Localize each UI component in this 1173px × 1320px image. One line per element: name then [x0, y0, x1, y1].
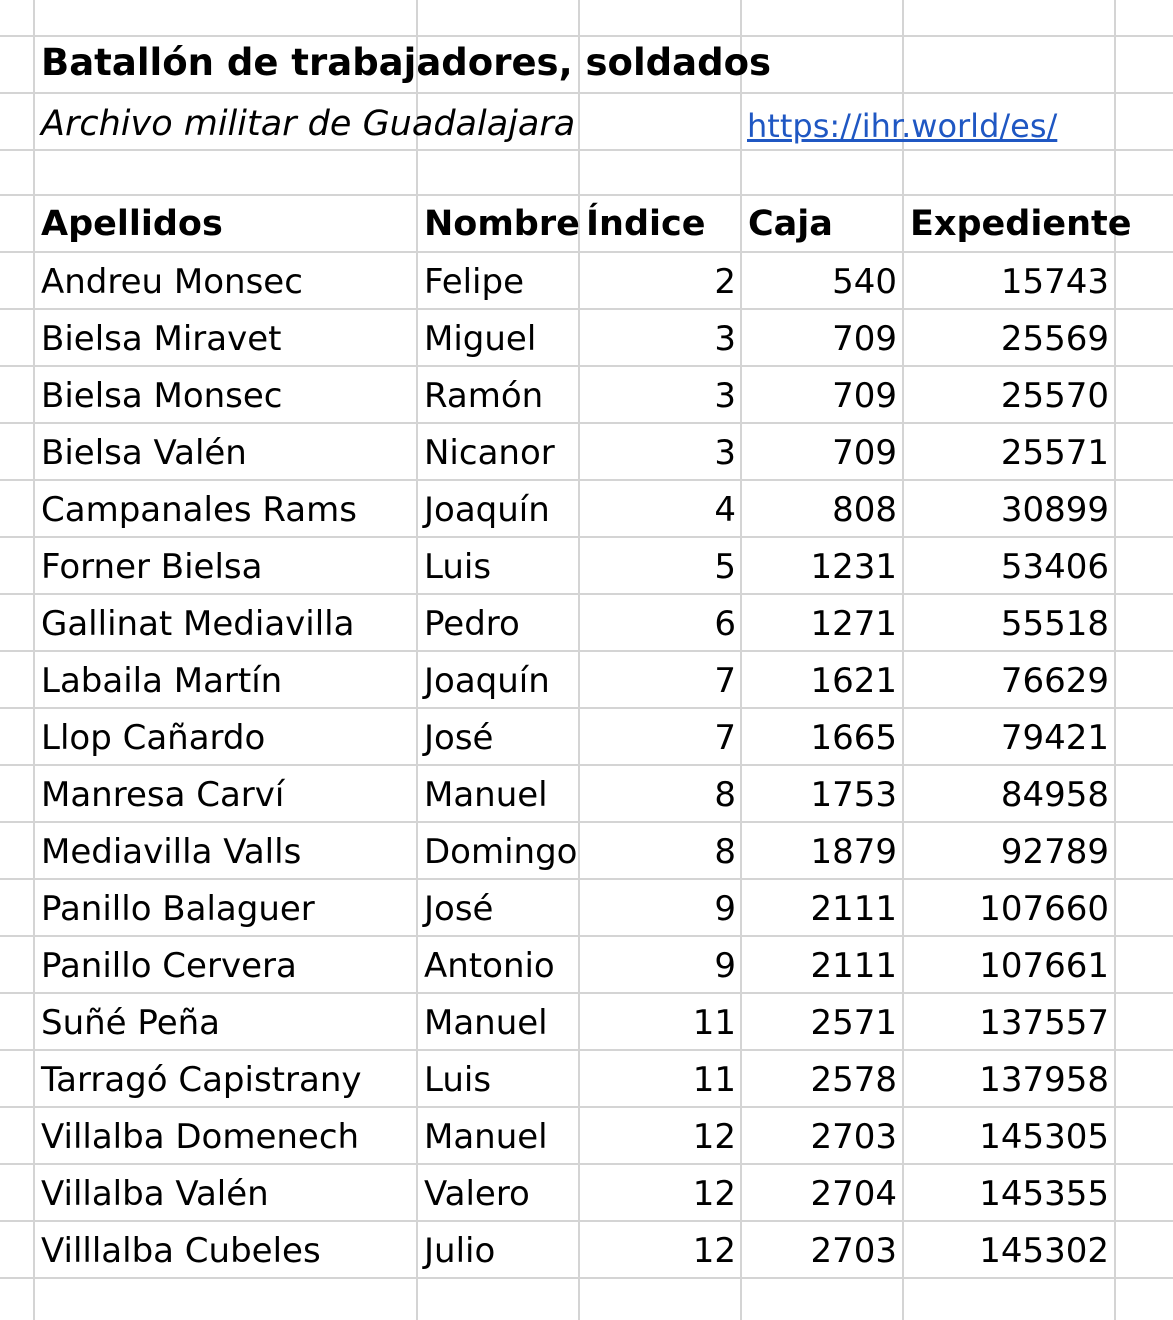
cell-nombre[interactable]: Ramón: [424, 376, 544, 416]
cell-indice[interactable]: 3: [714, 433, 736, 473]
cell-apellidos[interactable]: Villalba Domenech: [41, 1117, 360, 1157]
grid-row-line: [0, 479, 1173, 481]
cell-expediente[interactable]: 30899: [1000, 490, 1109, 530]
cell-indice[interactable]: 2: [714, 262, 736, 302]
cell-expediente[interactable]: 92789: [1000, 832, 1109, 872]
cell-apellidos[interactable]: Panillo Cervera: [41, 946, 297, 986]
sheet-title[interactable]: Batallón de trabajadores, soldados: [41, 41, 772, 84]
cell-indice[interactable]: 7: [714, 661, 736, 701]
grid-column-line: [740, 0, 742, 1320]
cell-nombre[interactable]: Luis: [424, 1060, 492, 1100]
cell-expediente[interactable]: 145305: [979, 1117, 1109, 1157]
cell-expediente[interactable]: 53406: [1000, 547, 1109, 587]
cell-indice[interactable]: 6: [714, 604, 736, 644]
cell-indice[interactable]: 12: [692, 1117, 736, 1157]
cell-expediente[interactable]: 25569: [1000, 319, 1109, 359]
column-header-indice[interactable]: Índice: [586, 204, 706, 244]
cell-apellidos[interactable]: Villalba Valén: [41, 1174, 269, 1214]
grid-column-line: [902, 0, 904, 1320]
cell-caja[interactable]: 709: [832, 376, 897, 416]
cell-apellidos[interactable]: Llop Cañardo: [41, 718, 266, 758]
grid-row-line: [0, 536, 1173, 538]
cell-nombre[interactable]: Miguel: [424, 319, 537, 359]
grid-column-line: [1114, 0, 1116, 1320]
cell-caja[interactable]: 709: [832, 319, 897, 359]
cell-indice[interactable]: 11: [692, 1003, 736, 1043]
cell-apellidos[interactable]: Panillo Balaguer: [41, 889, 315, 929]
cell-apellidos[interactable]: Gallinat Mediavilla: [41, 604, 355, 644]
cell-expediente[interactable]: 15743: [1000, 262, 1109, 302]
cell-caja[interactable]: 808: [832, 490, 897, 530]
cell-expediente[interactable]: 145355: [979, 1174, 1109, 1214]
cell-indice[interactable]: 9: [714, 946, 736, 986]
source-link[interactable]: https://ihr.world/es/: [747, 107, 1058, 145]
grid-row-line: [0, 935, 1173, 937]
grid-row-line: [0, 878, 1173, 880]
column-header-caja[interactable]: Caja: [748, 204, 833, 244]
grid-row-line: [0, 821, 1173, 823]
cell-expediente[interactable]: 25570: [1000, 376, 1109, 416]
cell-caja[interactable]: 2571: [810, 1003, 897, 1043]
cell-indice[interactable]: 7: [714, 718, 736, 758]
cell-apellidos[interactable]: Bielsa Miravet: [41, 319, 282, 359]
grid-column-line: [33, 0, 35, 1320]
grid-row-line: [0, 1106, 1173, 1108]
cell-apellidos[interactable]: Suñé Peña: [41, 1003, 220, 1043]
grid-row-line: [0, 764, 1173, 766]
cell-expediente[interactable]: 84958: [1000, 775, 1109, 815]
grid-row-line: [0, 92, 1173, 94]
cell-caja[interactable]: 2703: [810, 1117, 897, 1157]
cell-caja[interactable]: 2703: [810, 1231, 897, 1271]
cell-caja[interactable]: 1879: [810, 832, 897, 872]
grid-row-line: [0, 422, 1173, 424]
cell-expediente[interactable]: 55518: [1000, 604, 1109, 644]
cell-caja[interactable]: 1621: [810, 661, 897, 701]
grid-row-line: [0, 194, 1173, 196]
cell-indice[interactable]: 8: [714, 775, 736, 815]
cell-caja[interactable]: 1753: [810, 775, 897, 815]
grid-row-line: [0, 707, 1173, 709]
cell-expediente[interactable]: 76629: [1000, 661, 1109, 701]
cell-indice[interactable]: 3: [714, 319, 736, 359]
cell-nombre[interactable]: Pedro: [424, 604, 520, 644]
cell-indice[interactable]: 8: [714, 832, 736, 872]
cell-apellidos[interactable]: Villlalba Cubeles: [41, 1231, 321, 1271]
cell-nombre[interactable]: Joaquín: [424, 661, 550, 701]
cell-indice[interactable]: 12: [692, 1231, 736, 1271]
column-header-apellidos[interactable]: Apellidos: [41, 204, 223, 244]
cell-expediente[interactable]: 137557: [979, 1003, 1109, 1043]
cell-caja[interactable]: 2704: [810, 1174, 897, 1214]
grid-row-line: [0, 1049, 1173, 1051]
grid-row-line: [0, 308, 1173, 310]
cell-nombre[interactable]: Manuel: [424, 775, 548, 815]
cell-nombre[interactable]: Valero: [424, 1174, 530, 1214]
cell-apellidos[interactable]: Bielsa Monsec: [41, 376, 283, 416]
cell-indice[interactable]: 12: [692, 1174, 736, 1214]
grid-row-line: [0, 1277, 1173, 1279]
cell-apellidos[interactable]: Forner Bielsa: [41, 547, 263, 587]
cell-apellidos[interactable]: Manresa Carví: [41, 775, 285, 815]
cell-nombre[interactable]: Luis: [424, 547, 492, 587]
sheet-subtitle[interactable]: Archivo militar de Guadalajara: [41, 104, 576, 144]
cell-indice[interactable]: 5: [714, 547, 736, 587]
cell-nombre[interactable]: Manuel: [424, 1003, 548, 1043]
grid-row-line: [0, 1220, 1173, 1222]
column-header-expediente[interactable]: Expediente: [910, 204, 1132, 244]
cell-nombre[interactable]: Julio: [424, 1231, 496, 1271]
cell-caja[interactable]: 1665: [810, 718, 897, 758]
grid-row-line: [0, 149, 1173, 151]
grid-column-line: [578, 0, 580, 1320]
cell-apellidos[interactable]: Campanales Rams: [41, 490, 357, 530]
cell-expediente[interactable]: 25571: [1000, 433, 1109, 473]
grid-row-line: [0, 365, 1173, 367]
grid-row-line: [0, 35, 1173, 37]
cell-nombre[interactable]: José: [424, 718, 494, 758]
grid-row-line: [0, 251, 1173, 253]
grid-row-line: [0, 593, 1173, 595]
cell-expediente[interactable]: 107661: [979, 946, 1109, 986]
grid-row-line: [0, 1163, 1173, 1165]
cell-caja[interactable]: 2111: [810, 946, 897, 986]
cell-caja[interactable]: 540: [832, 262, 897, 302]
cell-nombre[interactable]: Nicanor: [424, 433, 555, 473]
cell-nombre[interactable]: Felipe: [424, 262, 525, 302]
cell-nombre[interactable]: Antonio: [424, 946, 555, 986]
cell-nombre[interactable]: Domingo: [424, 832, 578, 872]
cell-expediente[interactable]: 107660: [979, 889, 1109, 929]
column-header-nombre[interactable]: Nombre: [424, 204, 580, 244]
cell-indice[interactable]: 9: [714, 889, 736, 929]
cell-expediente[interactable]: 137958: [979, 1060, 1109, 1100]
grid-row-line: [0, 992, 1173, 994]
cell-nombre[interactable]: José: [424, 889, 494, 929]
cell-caja[interactable]: 709: [832, 433, 897, 473]
cell-expediente[interactable]: 79421: [1000, 718, 1109, 758]
cell-caja[interactable]: 2578: [810, 1060, 897, 1100]
cell-indice[interactable]: 11: [692, 1060, 736, 1100]
cell-apellidos[interactable]: Mediavilla Valls: [41, 832, 302, 872]
cell-nombre[interactable]: Manuel: [424, 1117, 548, 1157]
grid-column-line: [416, 0, 418, 1320]
cell-apellidos[interactable]: Labaila Martín: [41, 661, 283, 701]
cell-caja[interactable]: 1271: [810, 604, 897, 644]
cell-indice[interactable]: 3: [714, 376, 736, 416]
cell-indice[interactable]: 4: [714, 490, 736, 530]
cell-apellidos[interactable]: Bielsa Valén: [41, 433, 247, 473]
cell-caja[interactable]: 2111: [810, 889, 897, 929]
grid-row-line: [0, 650, 1173, 652]
cell-apellidos[interactable]: Andreu Monsec: [41, 262, 303, 302]
cell-apellidos[interactable]: Tarragó Capistrany: [41, 1060, 362, 1100]
cell-nombre[interactable]: Joaquín: [424, 490, 550, 530]
cell-caja[interactable]: 1231: [810, 547, 897, 587]
cell-expediente[interactable]: 145302: [979, 1231, 1109, 1271]
